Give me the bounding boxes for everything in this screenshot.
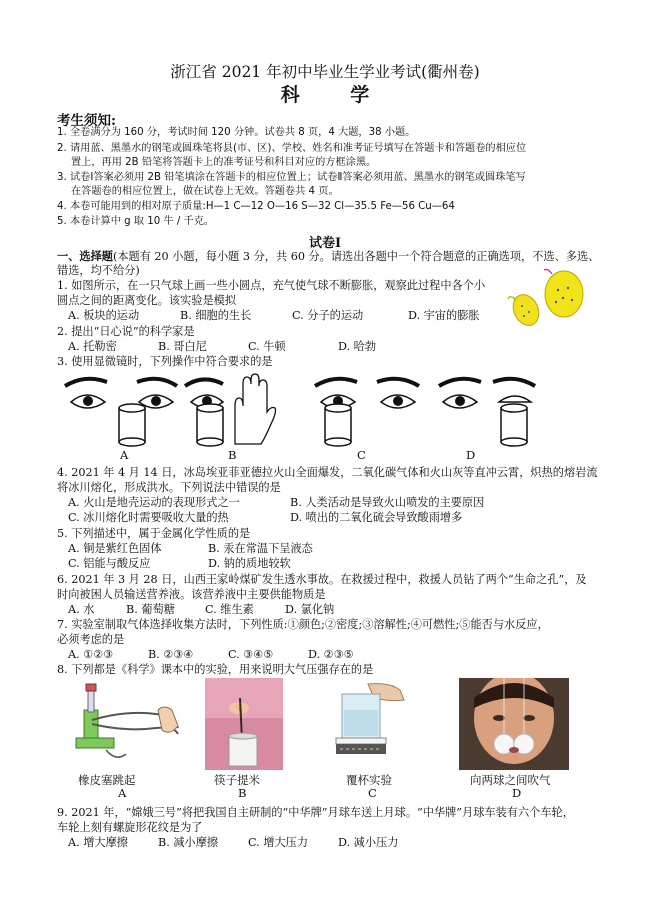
q9-stem-cont: 车轮上刻有螺旋形花纹是为了 [57,821,203,834]
large-balloon-icon [544,270,583,318]
q2-option-d[interactable]: D. 哈勃 [338,340,377,353]
q1-option-a[interactable]: A. 板块的运动 [68,309,140,322]
q5-option-a[interactable]: A. 铜是紫红色固体 [68,542,162,555]
section-intro [57,249,599,264]
q6-stem-cont: 时向被困人员输送营养液。该营养液中主要供能物质是 [57,588,326,601]
q8-caption-c: 覆杯实验 [346,773,392,787]
q9-option-d[interactable]: D. 减小压力 [338,836,399,849]
q7-option-d[interactable]: D. ②③⑤ [308,648,354,661]
small-balloon-icon [508,290,544,329]
q5-option-c[interactable]: C. 铝能与酸反应 [68,557,151,570]
q7-option-c[interactable]: C. ③④⑤ [228,648,274,661]
notice-item-3: 3. 试卷Ⅰ答案必须用 2B 铅笔填涂在答题卡的相应位置上；试卷Ⅱ答案必须用蓝、黑墨水的钢笔或圆珠笔写 [57,172,526,183]
q8-caption-a: 橡皮塞跳起 [78,773,136,787]
q5-option-d[interactable]: D. 钠的质地较软 [208,557,291,570]
notice-item-2-cont: 置上，再用 2B 铅笔将答题卡上的准考证号和科目对应的方框涂黑。 [71,157,377,168]
q1-option-d[interactable]: D. 宇宙的膨胀 [408,309,480,322]
microscope-eyes-illustration [57,372,617,462]
q9-option-c[interactable]: C. 增大压力 [248,836,309,849]
q4-option-c[interactable]: C. 冰川熔化时需要吸收大量的热 [68,511,229,524]
notice-heading: 考生须知: [57,113,116,129]
q8-stem: 8. 下列都是《科学》课本中的实验，用来说明大气压强存在的是 [57,663,374,676]
exam-title: 浙江省 2021 年初中毕业生学业考试(衢州卷) [170,63,480,81]
notice-item-5: 5. 本卷计算中 g 取 10 牛 / 千克。 [57,216,215,227]
q7-stem: 7. 实验室制取气体选择收集方法时，下列性质:①颜色;②密度;③溶解性;④可燃性;⑤能否与水反应， [57,618,549,631]
figure-c-eyes-icon [315,379,419,446]
q6-stem: 6. 2021 年 3 月 28 日，山西王家岭煤矿发生透水事故。在救援过程中，救援人员钻了两个“生命之孔”，及 [57,573,587,586]
q2-option-c[interactable]: C. 牛顿 [248,340,286,353]
section-title: 试卷Ⅰ [308,236,342,251]
q4-option-d[interactable]: D. 喷出的二氧化硫会导致酸雨增多 [290,511,463,524]
q3-label-d: D [466,448,476,462]
notice-item-3-cont: 在答题卷的相应位置上，做在试卷上无效。答题卷共 4 页。 [71,186,339,197]
q6-option-d[interactable]: D. 氯化钠 [285,603,335,616]
q9-option-b[interactable]: B. 减小摩擦 [158,836,219,849]
q8-caption-d: 向两球之间吹气 [470,773,551,787]
section-intro-cont: 错选，均不给分) [57,264,140,277]
q7-stem-cont: 必须考虑的是 [57,633,125,646]
q7-option-b[interactable]: B. ②③④ [148,648,194,661]
q8-letter-c: C [368,786,377,800]
q6-option-c[interactable]: C. 维生素 [205,603,254,616]
q5-option-b[interactable]: B. 汞在常温下呈液态 [208,542,313,555]
q4-stem-cont: 将冰川熔化，形成洪水。下列说法中错误的是 [57,481,281,494]
q2-stem: 2. 提出“日心说”的科学家是 [57,325,195,338]
q8-letter-d: D [512,786,522,800]
balloon-illustration [500,266,590,338]
q2-option-b[interactable]: B. 哥白尼 [158,340,207,353]
q4-option-a[interactable]: A. 火山是地壳运动的表现形式之一 [68,496,240,509]
notice-item-2: 2. 请用蓝、黑墨水的钢笔或圆珠笔将县(市、区)、学校、姓名和准考证号填写在答题卡和答题卷的相应位 [57,143,527,154]
q4-stem: 4. 2021 年 4 月 14 日，冰岛埃亚菲亚德拉火山全面爆发，二氧化碳气体和火山灰等直冲云霄，炽热的熔岩流 [57,466,598,479]
q8-letter-b: B [238,786,247,800]
figure-d-eyes-icon [439,379,535,446]
q9-stem: 9. 2021 年，“嫦娥三号”将把我国自主研制的“中华牌”月球车送上月球。“中华牌”月球车装有六个车轮， [57,806,574,819]
q3-label-a: A [120,448,129,462]
q1-stem: 1. 如图所示，在一只气球上画一些小圆点，充气使气球不断膨胀，观察此过程中各个小 [57,279,486,292]
blowing-balls-illustration [459,678,569,770]
q3-stem: 3. 使用显微镜时，下列操作中符合要求的是 [57,355,273,368]
section-intro-text: 一、选择题(本题有 20 小题，每小题 3 分，共 60 分。请选出各题中一个符合题意的正确选项，不选、多选、 [57,249,600,263]
overturned-cup-illustration [328,680,412,770]
figure-b-eyes-icon [185,374,276,446]
rubber-stopper-illustration [66,680,186,770]
q1-option-c[interactable]: C. 分子的运动 [292,309,364,322]
q2-option-a[interactable]: A. 托勒密 [68,340,117,353]
q9-option-a[interactable]: A. 增大摩擦 [68,836,128,849]
q1-option-b[interactable]: B. 细胞的生长 [180,309,252,322]
q3-label-c: C [357,448,366,462]
q7-option-a[interactable]: A. ①②③ [68,648,114,661]
notice-item-4: 4. 本卷可能用到的相对原子质量:H—1 C—12 O—16 S—32 Cl—35.5 Fe—56 Cu—64 [57,201,455,212]
subject-title: 科 学 [280,84,392,106]
section-intro-bold: 一、选择题 [57,249,113,263]
q5-stem: 5. 下列描述中，属于金属化学性质的是 [57,527,251,540]
q1-stem-cont: 圆点之间的距离变化。该实验是模拟 [57,294,237,307]
q3-label-b: B [228,448,237,462]
figure-a-eyes-icon [65,379,177,446]
chopsticks-rice-illustration [205,678,283,770]
q8-caption-b: 筷子提米 [214,773,260,787]
q4-option-b[interactable]: B. 人类活动是导致火山喷发的主要原因 [290,496,485,509]
notice-item-1: 1. 全卷满分为 160 分，考试时间 120 分钟。试卷共 8 页，4 大题，38 小题。 [57,127,416,138]
q6-option-a[interactable]: A. 水 [68,603,95,616]
q6-option-b[interactable]: B. 葡萄糖 [126,603,175,616]
q8-letter-a: A [118,786,127,800]
